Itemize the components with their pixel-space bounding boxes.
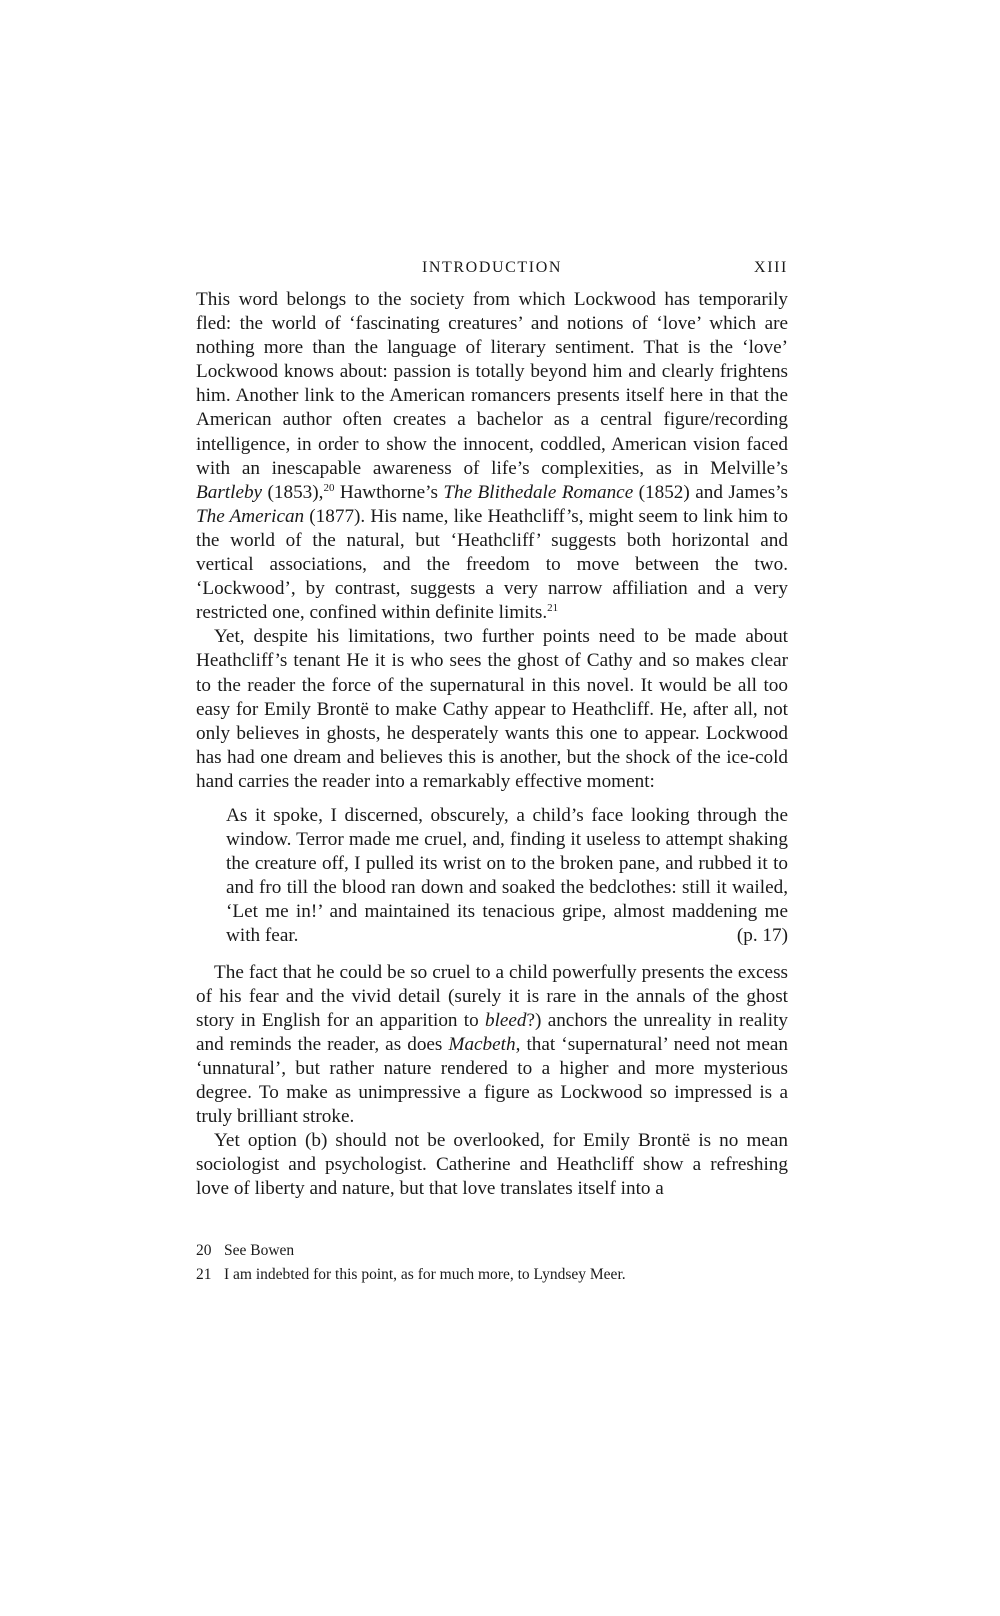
text-run: (1877). His name, like Heathcliff’s, might seem to link him to the world of the natural, but ‘Heathcliff’ suggests both horizontal and vertical associations, and the freedom to move between the two. ‘Lockwood’, by contrast, suggests a very narrow affiliation and a very restricted one, confined within definite limits. — [196, 505, 788, 624]
text-run: , that ‘supernatural’ need not mean ‘unnatural’, but rather nature rendered to a higher and more mysterious degree. To make as unimpressive a figure as Lockwood so impressed is a truly brilliant stroke. — [196, 1033, 788, 1128]
running-head — [196, 256, 788, 280]
emphasis-bleed: bleed — [484, 1009, 527, 1031]
text-run: (1852) and James’s — [633, 481, 789, 503]
footnote-20 — [196, 1239, 788, 1263]
text-run: (1853), — [262, 481, 324, 503]
footnote-text: See Bowen — [224, 1242, 295, 1260]
title-bartleby: Bartleby — [196, 481, 263, 503]
footnotes — [196, 1239, 788, 1287]
quote-text: As it spoke, I discerned, obscurely, a child’s face looking through the window. Terror made me cruel, and, finding it useless to attempt shaking the creature off, I pulled its wrist on to the broken pane, and rubbed it to and fro till the blood ran down and soaked the bedclothes: still it wailed, ‘Let me in!’ and maintained its tenacious gripe, almost maddening me with fear. — [226, 804, 788, 947]
title-the-american: The American — [196, 505, 305, 527]
footnote-ref-21[interactable]: 21 — [547, 602, 559, 615]
footnote-21 — [196, 1263, 788, 1287]
block-quote — [226, 804, 788, 949]
paragraph-1 — [196, 288, 788, 625]
footnote-number: 20 — [196, 1242, 212, 1260]
text-run: This word belongs to the society from which Lockwood has temporarily fled: the world of ‘fascinating creatures’ and notions of ‘love’ which are nothing more than the language of literary sentiment. That is the ‘love’ Lockwood knows about: passion is totally beyond him and clearly frightens him. Another link to the American romancers presents itself here in that the American author often creates a bachelor as a central figure/recording intelligence, in order to show the innocent, coddled, American vision faced with an inescapable awareness of life’s complexities, as in Melville’s — [196, 289, 788, 479]
page-number: XIII — [754, 259, 788, 276]
footnote-number: 21 — [196, 1266, 212, 1284]
title-blithedale-romance: The Blithedale Romance — [443, 481, 634, 503]
text-run: The fact that he could be so cruel to a child powerfully presents the excess of his fear and the vivid detail (surely it is rare in the annals of the ghost story in English for an apparition to — [196, 961, 788, 1031]
title-macbeth: Macbeth — [448, 1033, 516, 1055]
text-run: ?) anchors the unreality in reality and reminds the reader, as does — [196, 1009, 788, 1055]
paragraph-3 — [196, 961, 788, 1130]
book-page — [196, 256, 788, 1287]
text-run: Hawthorne’s — [334, 481, 444, 503]
quote-citation: (p. 17) — [736, 925, 788, 947]
running-title: INTRODUCTION — [421, 259, 563, 276]
paragraph-2: Yet, despite his limitations, two further points need to be made about Heathcliff’s tenant He it is who sees the ghost of Cathy and so makes clear to the reader the force of the supernatural in this novel. It would be all too easy for Emily Brontë to make Cathy appear to Heathcliff. He, after all, not only believes in ghosts, he desperately wants this one to appear. Lockwood has had one dream and believes this is another, but the shock of the ice-cold hand carries the reader into a remarkably effective moment: — [196, 626, 788, 792]
footnote-ref-20[interactable]: 20 — [323, 481, 335, 494]
paragraph-4: Yet option (b) should not be overlooked, for Emily Brontë is no mean sociologist and psychologist. Catherine and Heathcliff show a refreshing love of liberty and nature, but that love translates itself into a — [196, 1130, 788, 1200]
footnote-text: I am indebted for this point, as for much more, to Lyndsey Meer. — [224, 1266, 626, 1284]
